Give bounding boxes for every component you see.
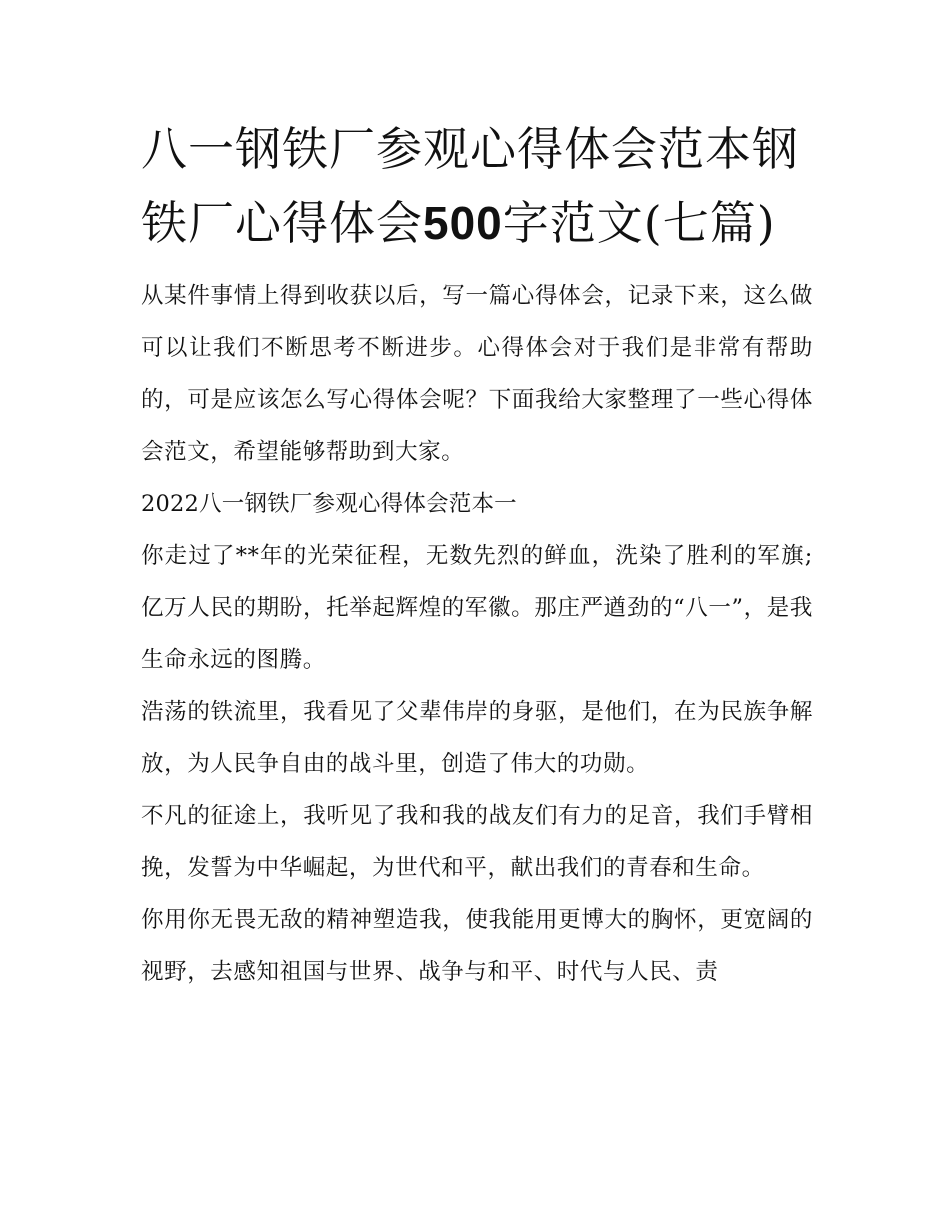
intro-paragraph: 从某件事情上得到收获以后，写一篇心得体会，记录下来，这么做可以让我们不断思考不断进步。心得体会对于我们是非常有帮助的，可是应该怎么写心得体会呢？下面我给大家整理了一些心得体会范文，希望能够帮助到大家。 (141, 283, 813, 465)
title-part-2: 字范文(七篇) (502, 196, 776, 250)
body-paragraph-4: 你用你无畏无敌的精神塑造我，使我能用更博大的胸怀，更宽阔的视野，去感知祖国与世界、战争与和平、时代与人民、责 (141, 907, 813, 985)
document-page (141, 112, 813, 998)
document-body (141, 270, 813, 998)
title-number: 500 (423, 197, 503, 249)
document-title (141, 112, 813, 260)
title-part-1: 八一钢铁厂参观心得体会范本钢铁厂心得体会 (141, 122, 799, 250)
section-heading: 2022八一钢铁厂参观心得体会范本一 (141, 491, 517, 517)
body-paragraph-1: 你走过了**年的光荣征程，无数先烈的鲜血，洗染了胜利的军旗;亿万人民的期盼，托举起辉煌的军徽。那庄严遒劲的“八一”，是我生命永远的图腾。 (141, 543, 813, 673)
body-paragraph-3: 不凡的征途上，我听见了我和我的战友们有力的足音，我们手臂相挽，发誓为中华崛起，为世代和平，献出我们的青春和生命。 (141, 803, 813, 881)
body-paragraph-2: 浩荡的铁流里，我看见了父辈伟岸的身驱，是他们，在为民族争解放，为人民争自由的战斗里，创造了伟大的功勋。 (141, 699, 813, 777)
